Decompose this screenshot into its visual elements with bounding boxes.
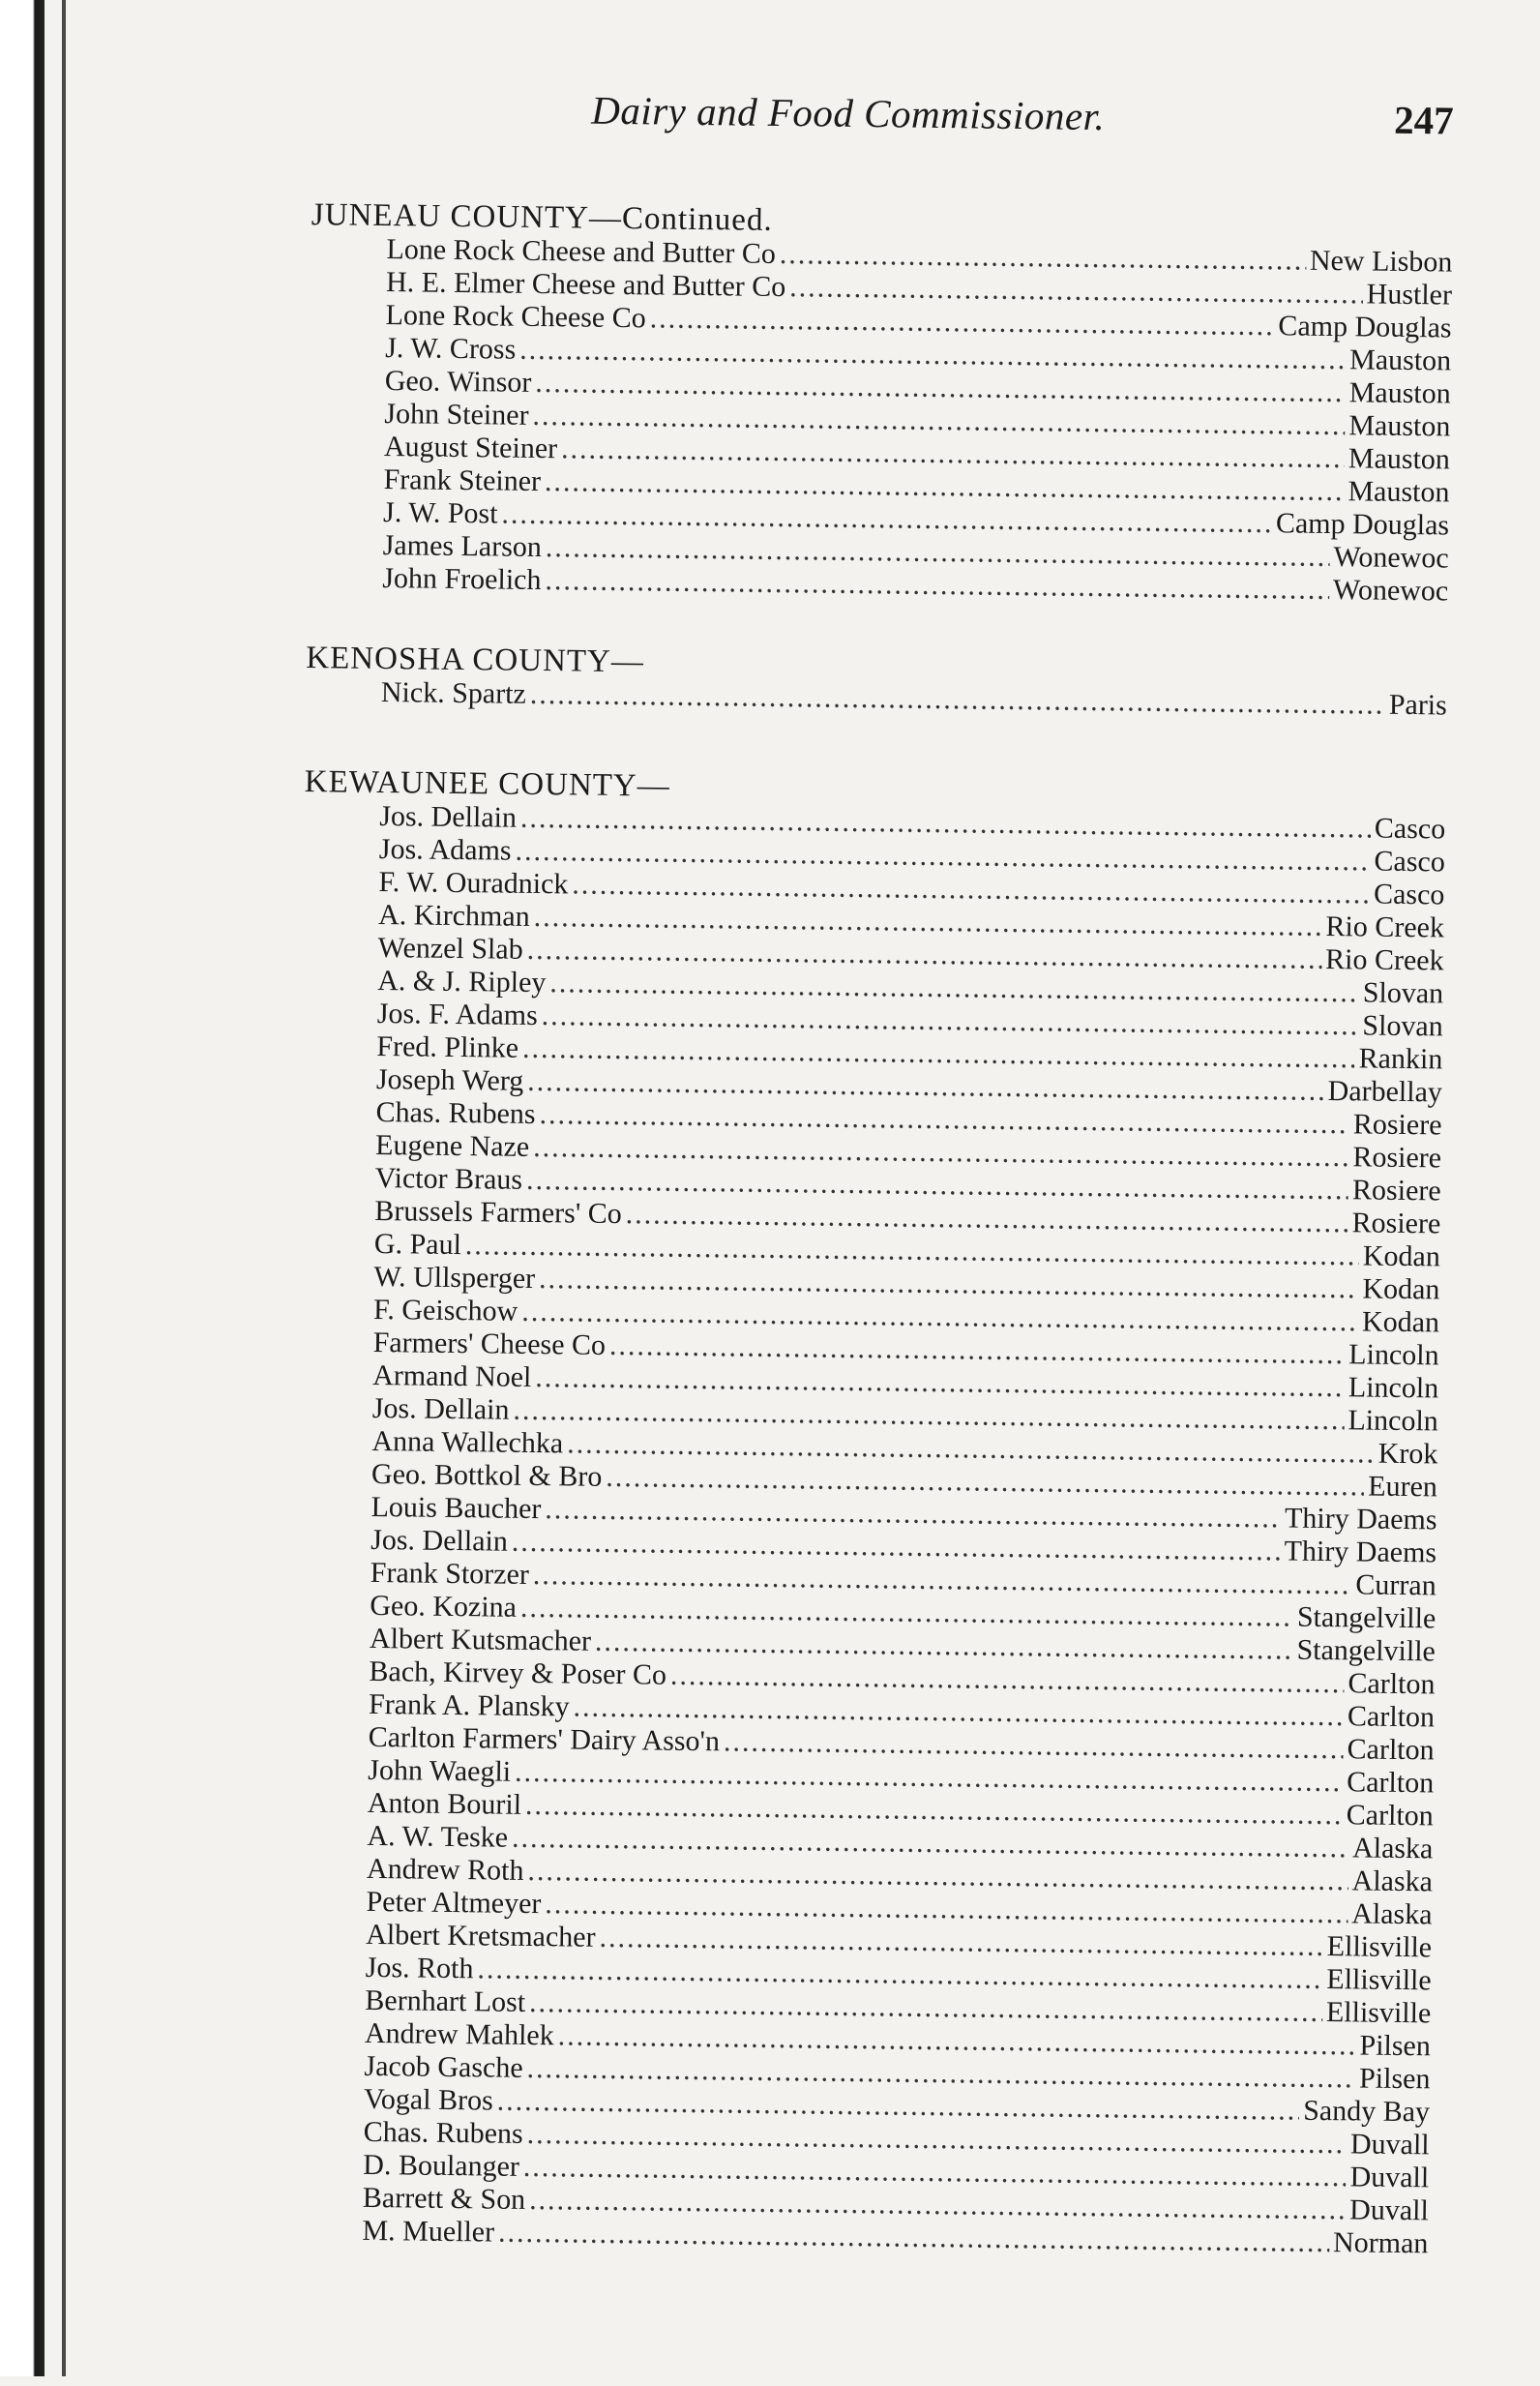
page-number: 247 (1393, 97, 1454, 143)
entry-place: Lincoln (1348, 1371, 1439, 1405)
entry-name: H. E. Elmer Cheese and Butter Co (385, 266, 786, 304)
entry-name: Albert Kretsmacher (366, 1918, 596, 1954)
entry-name: Jos. Dellain (370, 1523, 509, 1558)
entry-place: Mauston (1348, 442, 1451, 476)
entry-place: Thiry Daems (1284, 1535, 1437, 1569)
entry-name: Chas. Rubens (375, 1095, 536, 1130)
entry-place: Mauston (1348, 409, 1451, 443)
entry-name: Lone Rock Cheese and Butter Co (386, 233, 777, 270)
entry-place: Darbellay (1327, 1074, 1443, 1109)
entry-name: Jos. Roth (365, 1951, 474, 1985)
entry-place: Pilsen (1359, 2029, 1432, 2063)
entry-name: Joseph Werg (375, 1062, 524, 1097)
entry-name: John Waegli (368, 1753, 512, 1788)
entry-place: Krok (1377, 1437, 1438, 1471)
entry-place: Hustler (1366, 278, 1453, 312)
entry-name: Jos. Dellain (379, 799, 518, 834)
entry-name: Eugene Naze (374, 1128, 530, 1163)
entry-place: Casco (1374, 845, 1446, 879)
entry-place: Lincoln (1348, 1404, 1438, 1438)
entry-place: Mauston (1348, 475, 1450, 509)
entry-place: Rio Creek (1325, 910, 1445, 944)
entry-place: Ellisville (1326, 1930, 1433, 1964)
juneau-county-section (307, 197, 1453, 608)
county-heading: KEWAUNEE COUNTY— (304, 764, 670, 804)
entry-place: Camp Douglas (1275, 507, 1450, 542)
entry-place: Euren (1368, 1470, 1438, 1504)
running-title: Dairy and Food Commissioner. (590, 87, 1106, 139)
entry-name: A. Kirchman (377, 898, 530, 933)
entry-name: Albert Kutsmacher (369, 1622, 592, 1657)
entry-place: Lincoln (1348, 1338, 1439, 1372)
entry-place: Kodan (1362, 1239, 1441, 1273)
entry-name: John Steiner (384, 398, 529, 432)
entry-name: James Larson (382, 529, 543, 564)
entry-place: Duvall (1349, 2128, 1430, 2162)
entry-name: August Steiner (383, 431, 558, 465)
entry-place: Rosiere (1351, 1174, 1441, 1208)
entry-name: W. Ullsperger (373, 1260, 536, 1295)
kewaunee-county-section (286, 764, 1446, 2260)
entry-place: Rosiere (1352, 1141, 1442, 1175)
entry-place: Camp Douglas (1278, 310, 1452, 344)
entry-place: Carlton (1346, 1799, 1434, 1833)
kenosha-county-section (306, 641, 1448, 722)
entry-name: Farmers' Cheese Co (372, 1326, 607, 1361)
entry-place: Rosiere (1352, 1108, 1442, 1142)
entry-place: Carlton (1347, 1733, 1435, 1767)
entry-name: Peter Altmeyer (366, 1885, 542, 1921)
entry-place: Duvall (1348, 2193, 1429, 2227)
entry-list (382, 233, 1452, 608)
entry-name: D. Boulanger (363, 2148, 520, 2183)
entry-name: Vogal Bros (363, 2082, 493, 2117)
entry-place: Slovan (1362, 976, 1444, 1010)
entry-name: Andrew Mahlek (364, 2016, 554, 2052)
entry-name: Jacob Gasche (364, 2049, 523, 2084)
entry-name: Anna Wallechka (371, 1424, 564, 1460)
entry-name: A. & J. Ripley (377, 964, 547, 999)
entry-place: Rosiere (1351, 1207, 1441, 1240)
entry-place: Sandy Bay (1303, 2094, 1431, 2129)
entry-place: Curran (1355, 1568, 1436, 1602)
entry-name: Nick. Spartz (380, 676, 527, 710)
entry-place: Carlton (1348, 1667, 1436, 1701)
entry-name: Jos. F. Adams (376, 997, 538, 1032)
entry-place: Ellisville (1326, 1963, 1432, 1997)
entry-name: Victor Braus (374, 1161, 523, 1196)
entry-name: F. Geischow (372, 1293, 518, 1327)
entry-place: Casco (1374, 812, 1446, 846)
entry-place: Kodan (1362, 1272, 1440, 1306)
entry-place: Kodan (1361, 1305, 1440, 1339)
entry-name: Barrett & Son (362, 2181, 526, 2216)
entry-name: Bach, Kirvey & Poser Co (369, 1655, 667, 1691)
entry-name: Andrew Roth (366, 1852, 524, 1887)
entry-name: Lone Rock Cheese Co (385, 299, 646, 335)
entry-place: Duvall (1349, 2161, 1430, 2194)
entry-name: A. W. Teske (367, 1819, 509, 1854)
entry-place: Mauston (1348, 343, 1452, 377)
entry-place: Wonewoc (1333, 541, 1449, 575)
entry-place: Norman (1332, 2226, 1429, 2260)
page-header (13, 79, 1540, 156)
entry-name: Carlton Farmers' Dairy Asso'n (368, 1720, 721, 1758)
county-heading: JUNEAU COUNTY—Continued. (311, 197, 773, 238)
entry-place: Thiry Daems (1284, 1502, 1437, 1536)
entry-name: Jos. Adams (378, 832, 512, 867)
entry-name: J. W. Post (382, 496, 498, 530)
entry-name: John Froelich (382, 562, 542, 597)
entry-name: Fred. Plinke (376, 1029, 519, 1064)
entry-name: Frank Storzer (370, 1556, 530, 1591)
entry-name: J. W. Cross (385, 332, 517, 366)
entry-name: Geo. Bottkol & Bro (370, 1457, 603, 1493)
entry-place: Slovan (1362, 1009, 1443, 1043)
entry-name: Geo. Winsor (384, 365, 532, 399)
entry-place: Alaska (1351, 1897, 1433, 1931)
entry-place: Paris (1388, 688, 1448, 722)
entry-place: Rankin (1358, 1042, 1443, 1076)
entry-name: M. Mueller (362, 2214, 495, 2249)
entry-place: Rio Creek (1324, 942, 1444, 977)
entry-name: Anton Bouril (367, 1786, 522, 1821)
entry-name: Frank Steiner (383, 463, 542, 498)
entry-name: Jos. Dellain (371, 1391, 510, 1426)
entry-name: Chas. Rubens (363, 2115, 523, 2150)
entry-place: Alaska (1351, 1864, 1434, 1898)
entry-place: Stangelville (1296, 1600, 1436, 1635)
entry-place: New Lisbon (1309, 244, 1453, 279)
entry-name: Wenzel Slab (377, 931, 523, 966)
entry-place: Wonewoc (1332, 574, 1449, 608)
entry-place: Alaska (1351, 1832, 1434, 1865)
entry-place: Ellisville (1325, 1996, 1432, 2030)
entry-name: G. Paul (373, 1227, 462, 1262)
entry-name: Armand Noel (372, 1358, 532, 1393)
entry-list (362, 800, 1445, 2260)
entry-place: Carlton (1347, 1700, 1436, 1734)
entry-name: Brussels Farmers' Co (374, 1194, 622, 1231)
entry-name: Bernhart Lost (365, 1983, 526, 2018)
entry-place: Pilsen (1358, 2062, 1431, 2096)
entry-name: Louis Baucher (370, 1490, 542, 1526)
entry-place: Carlton (1347, 1766, 1435, 1800)
entry-place: Stangelville (1296, 1633, 1436, 1668)
entry-place: Mauston (1348, 376, 1451, 410)
entry-name: Frank A. Plansky (368, 1687, 570, 1723)
county-heading: KENOSHA COUNTY— (306, 641, 645, 680)
entry-place: Casco (1373, 878, 1445, 911)
entry-name: F. W. Ouradnick (378, 865, 569, 901)
entry-name: Geo. Kozina (370, 1589, 518, 1624)
